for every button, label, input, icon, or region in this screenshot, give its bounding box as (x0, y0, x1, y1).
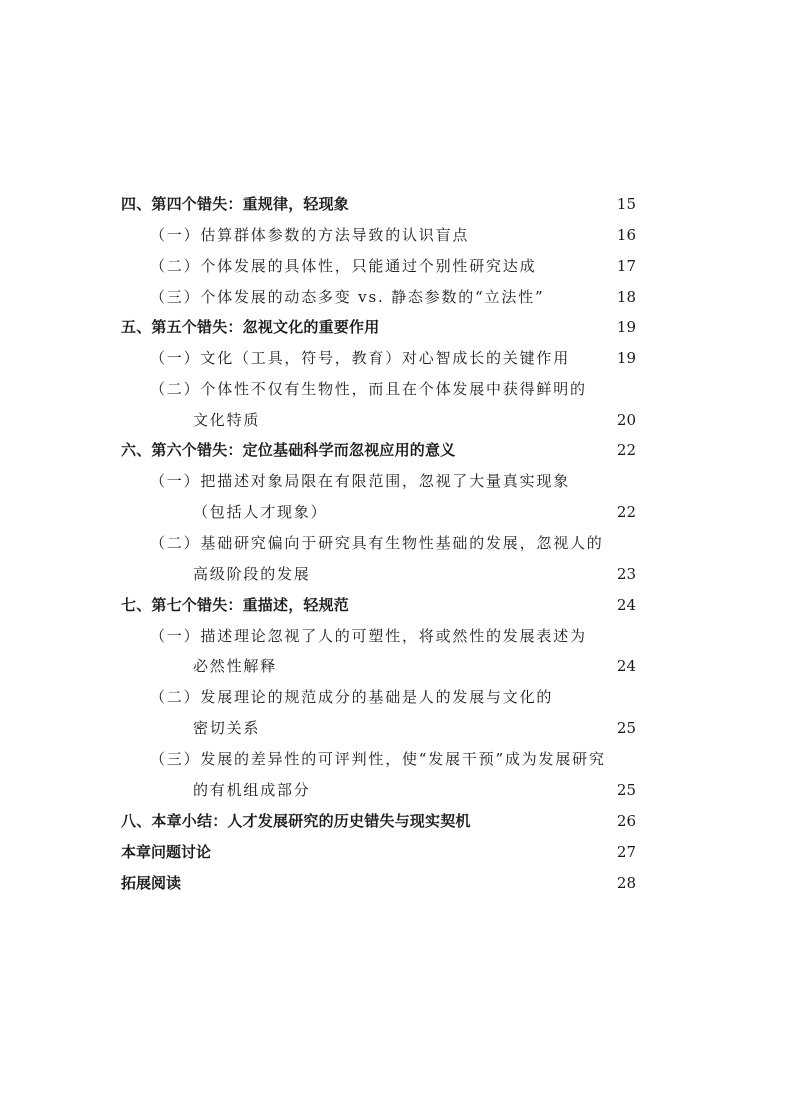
toc-entry-chapter-5[interactable] (0, 312, 790, 342)
toc-entry-title: （二）个体发展的具体性，只能通过个别性研究达成 (150, 257, 537, 275)
toc-entry-4-3[interactable] (0, 282, 790, 312)
toc-entry-page: 25 (616, 719, 636, 737)
toc-entry-page: 19 (616, 349, 636, 367)
toc-entry-5-2[interactable] (0, 374, 790, 404)
toc-entry-page: 25 (616, 781, 636, 799)
toc-entry-title: 高级阶段的发展 (193, 565, 311, 583)
toc-entry-page: 28 (616, 874, 636, 892)
toc-entry-title: 拓展阅读 (121, 874, 182, 892)
toc-entry-page: 23 (616, 565, 636, 583)
toc-entry-page: 18 (616, 288, 636, 306)
toc-entry-6-1-continued[interactable] (0, 497, 790, 527)
toc-entry-4-2[interactable] (0, 251, 790, 281)
toc-entry-page: 19 (616, 318, 636, 336)
toc-entry-title: （二）个体性不仅有生物性，而且在个体发展中获得鲜明的 (150, 380, 587, 398)
toc-entry-page: 20 (616, 411, 636, 429)
toc-entry-page: 16 (616, 226, 636, 244)
toc-entry-title: （一）文化（工具，符号，教育）对心智成长的关键作用 (150, 349, 571, 367)
toc-entry-discussion[interactable] (0, 837, 790, 867)
toc-entry-title: 五、第五个错失：忽视文化的重要作用 (121, 318, 380, 336)
toc-entry-6-2-continued[interactable] (0, 559, 790, 589)
toc-entry-5-1[interactable] (0, 343, 790, 373)
toc-entry-title: 的有机组成部分 (193, 781, 311, 799)
toc-entry-title: 八、本章小结：人才发展研究的历史错失与现实契机 (121, 812, 471, 830)
toc-entry-7-2-continued[interactable] (0, 713, 790, 743)
toc-entry-7-2[interactable] (0, 682, 790, 712)
toc-entry-title: （一）估算群体参数的方法导致的认识盲点 (150, 226, 470, 244)
toc-entry-page: 27 (616, 843, 636, 861)
toc-entry-title: 文化特质 (193, 411, 261, 429)
toc-entry-page: 24 (616, 596, 636, 614)
toc-entry-title: （三）个体发展的动态多变 vs. 静态参数的“立法性” (150, 288, 545, 306)
toc-entry-title: （三）发展的差异性的可评判性，使“发展干预”成为发展研究 (150, 750, 606, 768)
toc-entry-title: 七、第七个错失：重描述，轻规范 (121, 596, 350, 614)
toc-entry-7-3[interactable] (0, 744, 790, 774)
toc-entry-6-1[interactable] (0, 466, 790, 496)
toc-entry-chapter-6[interactable] (0, 435, 790, 465)
toc-entry-title: （一）描述理论忽视了人的可塑性，将或然性的发展表述为 (150, 627, 587, 645)
toc-entry-title: 六、第六个错失：定位基础科学而忽视应用的意义 (121, 441, 456, 459)
toc-entry-further-reading[interactable] (0, 868, 790, 898)
toc-entry-7-1[interactable] (0, 621, 790, 651)
toc-entry-6-2[interactable] (0, 528, 790, 558)
toc-entry-title: 必然性解释 (193, 657, 278, 675)
toc-entry-title: （包括人才现象） (193, 503, 328, 521)
toc-entry-chapter-7[interactable] (0, 590, 790, 620)
toc-entry-title: 四、第四个错失：重规律，轻现象 (121, 195, 350, 213)
toc-entry-5-2-continued[interactable] (0, 405, 790, 435)
toc-entry-page: 15 (616, 195, 636, 213)
toc-entry-7-3-continued[interactable] (0, 775, 790, 805)
toc-entry-page: 24 (616, 657, 636, 675)
toc-entry-4-1[interactable] (0, 220, 790, 250)
toc-entry-title: （二）发展理论的规范成分的基础是人的发展与文化的 (150, 688, 554, 706)
toc-entry-page: 17 (616, 257, 636, 275)
toc-entry-title: 密切关系 (193, 719, 261, 737)
toc-entry-title: （一）把描述对象局限在有限范围，忽视了大量真实现象 (150, 472, 571, 490)
toc-entry-chapter-8[interactable] (0, 806, 790, 836)
toc-entry-page: 22 (616, 441, 636, 459)
toc-entry-title: （二）基础研究偏向于研究具有生物性基础的发展，忽视人的 (150, 534, 604, 552)
toc-entry-title: 本章问题讨论 (121, 843, 212, 861)
toc-entry-page: 26 (616, 812, 636, 830)
toc-entry-page: 22 (616, 503, 636, 521)
toc-entry-chapter-4[interactable] (0, 189, 790, 219)
toc-entry-7-1-continued[interactable] (0, 651, 790, 681)
